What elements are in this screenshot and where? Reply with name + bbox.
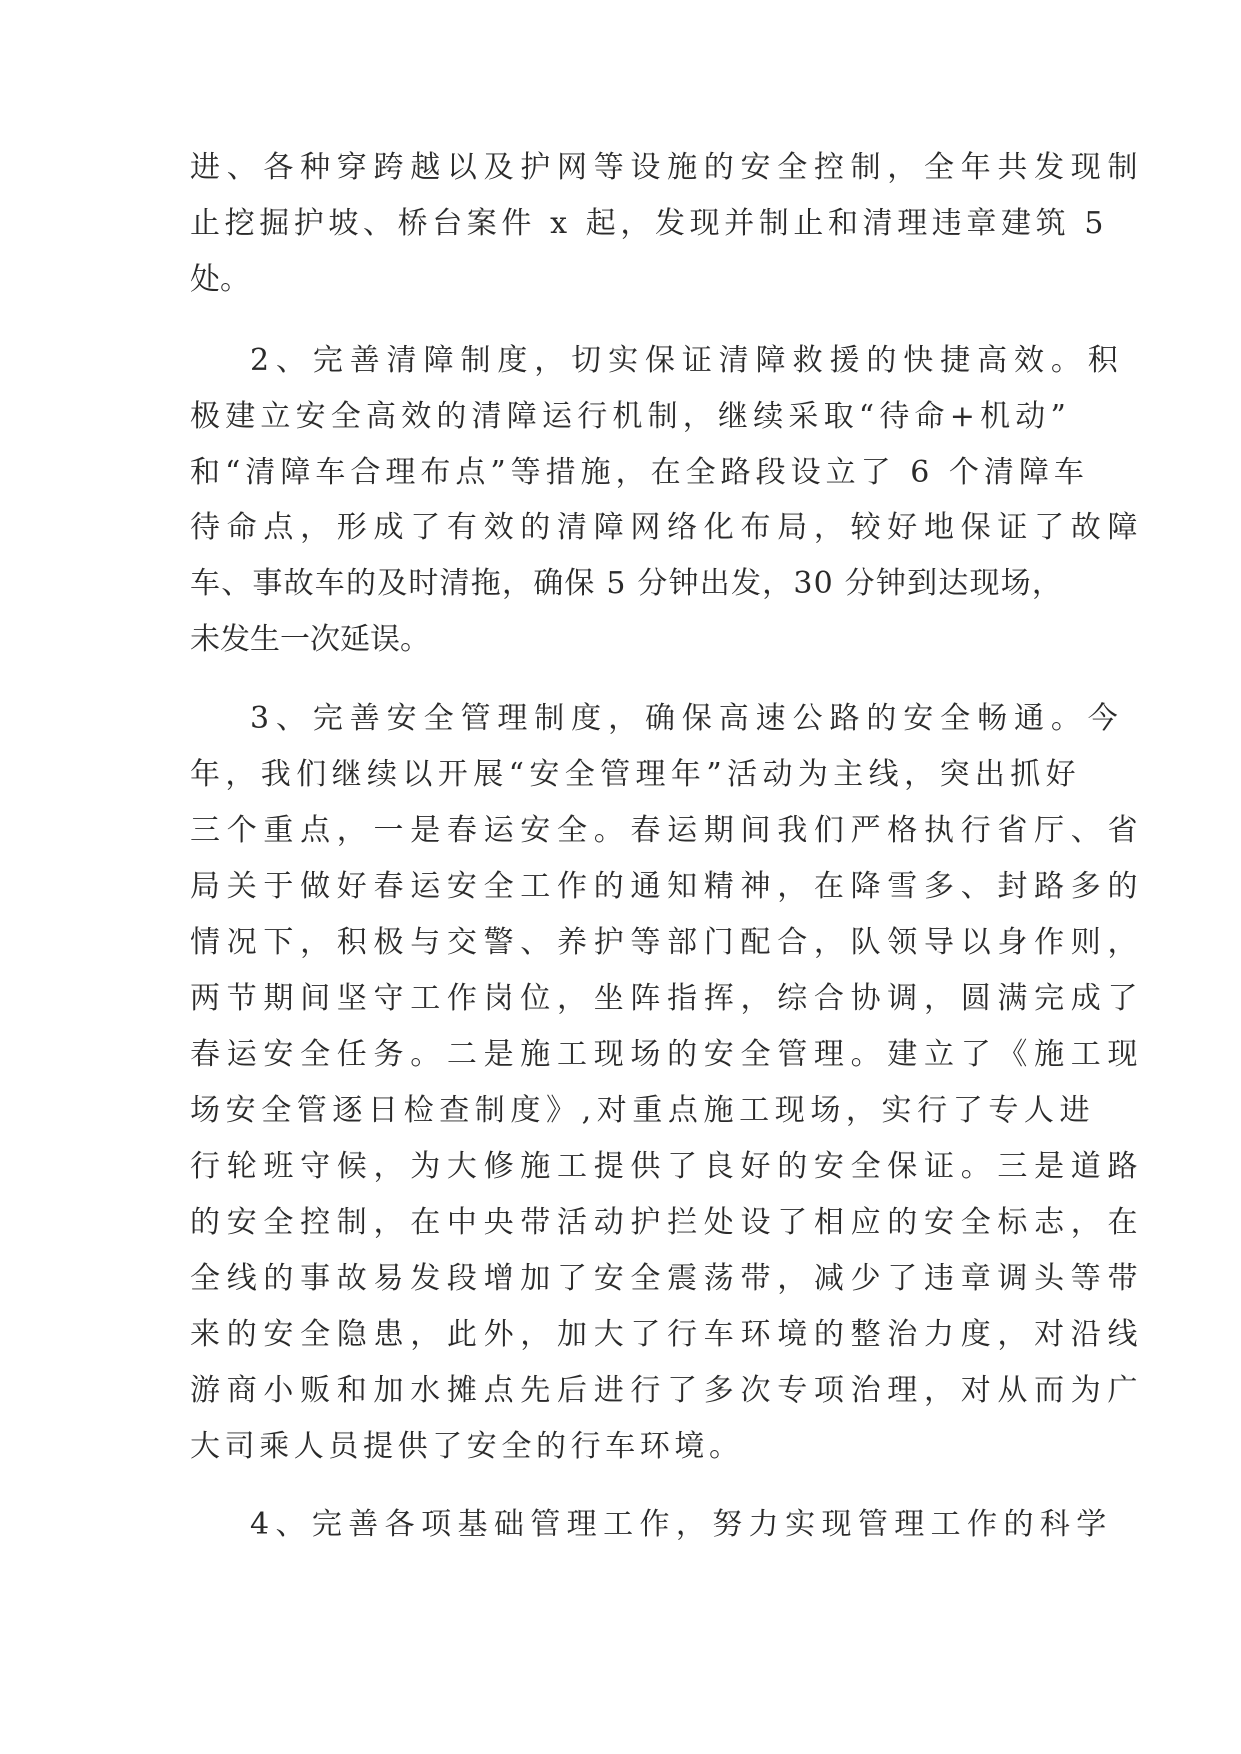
- text-line: 未发生一次延误。: [190, 622, 430, 657]
- text-line: 春运安全任务。二是施工现场的安全管理。建立了《施工现: [190, 1037, 1145, 1072]
- text-line: 游商小贩和加水摊点先后进行了多次专项治理，对从而为广: [190, 1373, 1145, 1408]
- text-line: 和“清障车合理布点”等措施，在全路段设立了 6 个清障车: [190, 455, 1089, 490]
- text-line: 两节期间坚守工作岗位，坐阵指挥，综合协调，圆满完成了: [190, 981, 1145, 1016]
- text-line: 行轮班守候，为大修施工提供了良好的安全保证。三是道路: [190, 1149, 1145, 1184]
- text-line: 处。: [190, 262, 250, 297]
- text-line: 止挖掘护坡、桥台案件 x 起，发现并制止和清理违章建筑 5: [190, 206, 1109, 241]
- text-line: 来的安全隐患，此外，加大了行车环境的整治力度，对沿线: [190, 1317, 1145, 1352]
- text-line: 场安全管逐日检查制度》,对重点施工现场，实行了专人进: [190, 1093, 1096, 1128]
- text-line: 大司乘人员提供了安全的行车环境。: [190, 1429, 744, 1464]
- text-line: 进、各种穿跨越以及护网等设施的安全控制，全年共发现制: [190, 150, 1145, 185]
- text-line: 三个重点，一是春运安全。春运期间我们严格执行省厅、省: [190, 813, 1145, 848]
- text-line: 2、完善清障制度，切实保证清障救援的快捷高效。积: [250, 343, 1125, 378]
- text-line: 车、事故车的及时清拖，确保 5 分钟出发，30 分钟到达现场，: [190, 566, 1064, 601]
- text-line: 4、完善各项基础管理工作，努力实现管理工作的科学: [250, 1507, 1113, 1542]
- text-line: 局关于做好春运安全工作的通知精神，在降雪多、封路多的: [190, 869, 1145, 904]
- text-line: 3、完善安全管理制度，确保高速公路的安全畅通。今: [250, 701, 1125, 736]
- text-line: 待命点，形成了有效的清障网络化布局，较好地保证了故障: [190, 510, 1145, 545]
- text-line: 全线的事故易发段增加了安全震荡带，减少了违章调头等带: [190, 1261, 1145, 1296]
- text-line: 的安全控制，在中央带活动护拦处设了相应的安全标志，在: [190, 1205, 1145, 1240]
- text-line: 情况下，积极与交警、养护等部门配合，队领导以身作则，: [190, 925, 1145, 960]
- text-line: 极建立安全高效的清障运行机制，继续采取“待命+机动”: [190, 399, 1072, 434]
- text-line: 年，我们继续以开展“安全管理年”活动为主线，突出抓好: [190, 757, 1082, 792]
